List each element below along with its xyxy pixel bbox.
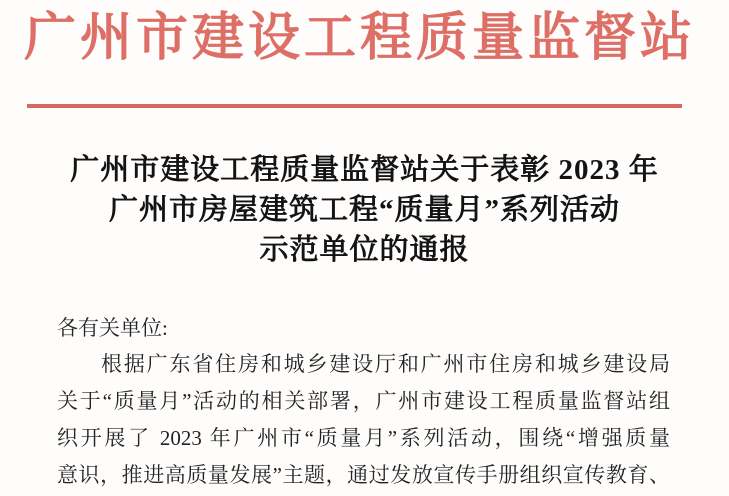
paragraph-line-4: 意识，推进高质量发展”主题，通过发放宣传手册组织宣传教育、 <box>57 463 670 487</box>
title-line-3: 示范单位的通报 <box>259 234 470 266</box>
paragraph-line-3: 织开展了 2023 年广州市“质量月”系列活动，围绕“增强质量 <box>57 426 670 450</box>
paragraph-line-1: 根据广东省住房和城乡建设厅和广州市住房和城乡建设局 <box>101 352 670 376</box>
title-line-2: 广州市房屋建筑工程“质量月”系列活动 <box>108 194 620 226</box>
letterhead-divider-line <box>27 104 682 108</box>
title-line-1: 广州市建设工程质量监督站关于表彰 2023 年 <box>70 154 659 186</box>
paragraph-line-2: 关于“质量月”活动的相关部署，广州市建设工程质量监督站组 <box>57 389 670 413</box>
document-title <box>30 150 699 270</box>
letterhead-org-name: 广州市建设工程质量监督站 <box>24 10 697 67</box>
document-body <box>57 310 670 494</box>
letterhead <box>0 6 729 108</box>
salutation: 各有关单位: <box>57 316 168 340</box>
